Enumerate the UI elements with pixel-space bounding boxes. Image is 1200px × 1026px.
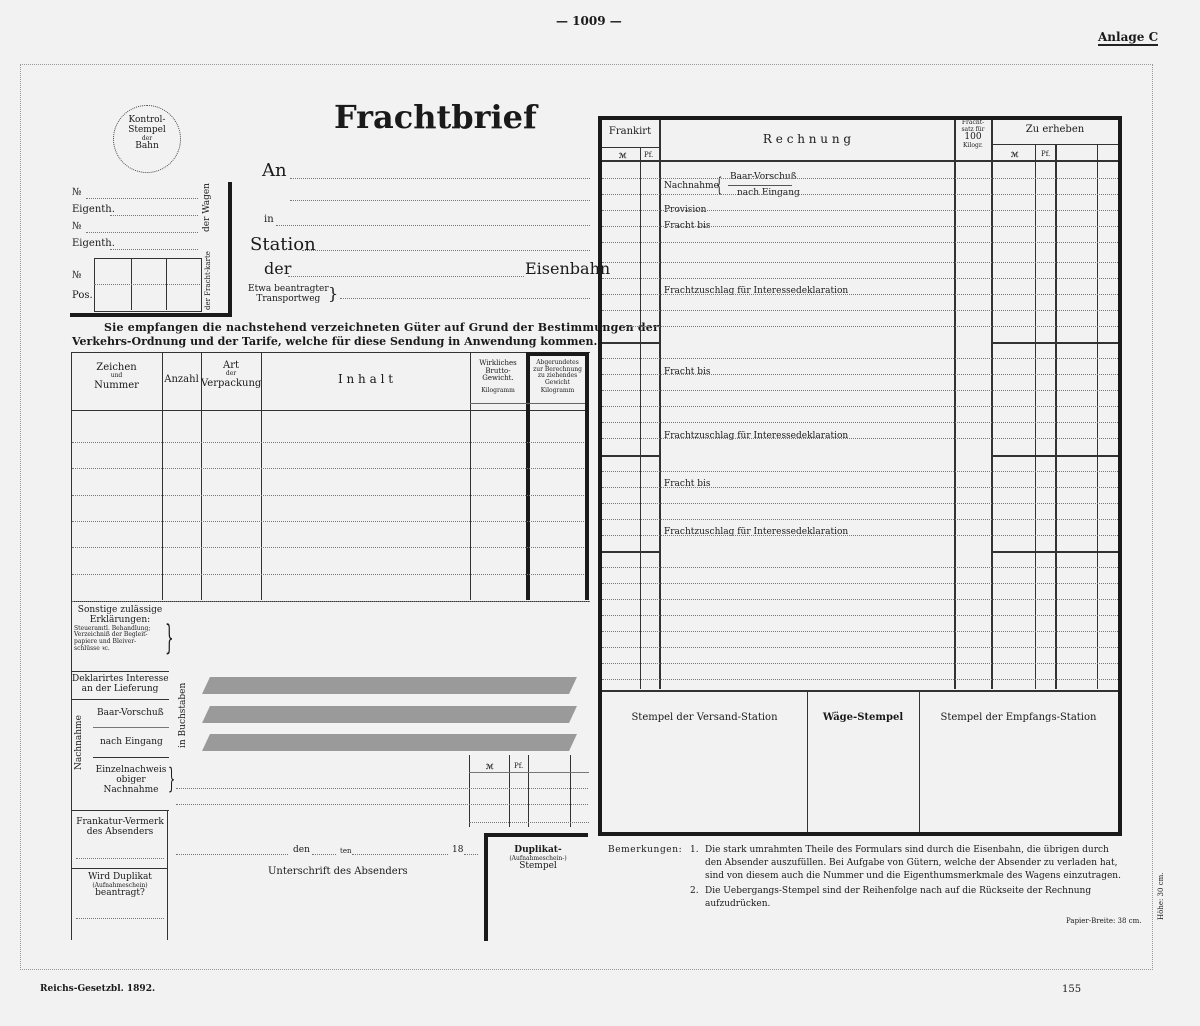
col-text: und [110, 372, 123, 379]
wagon-no-label-2: № [72, 221, 82, 232]
declared-interest-label [72, 675, 168, 695]
signature-place-field[interactable] [176, 854, 288, 855]
after-receipt-label: nach Eingang [737, 188, 800, 198]
rate-text: satz für [961, 125, 985, 133]
wagon-block-border [228, 182, 232, 316]
remark-text: sind von diesem auch die Nummer und die Eigenthumsmerkmale des Wagens einzutragen. [705, 871, 1121, 881]
after-receipt-label: nach Eingang [100, 737, 163, 747]
cash-advance-label: Baar-Vorschuß [97, 708, 164, 718]
paper-width-label: Papier-Breite: 38 cm. [1066, 917, 1142, 925]
intro-text: Verkehrs-Ordnung und der Tarife, welche für diese Sendung in Anwendung kommen. [72, 335, 598, 348]
railway-field[interactable] [288, 276, 524, 277]
detail-cod-field-2[interactable] [176, 804, 588, 805]
in-label: in [264, 214, 274, 225]
col-text: Brutto- [485, 366, 511, 375]
pf-label: Pf. [514, 762, 524, 770]
col-text: der [225, 370, 237, 377]
cod-label: Nachnahme [664, 181, 719, 191]
route-label [248, 285, 329, 305]
an-label: An [262, 160, 287, 181]
remark-text: Die Uebergangs-Stempel sind der Reihenfolge nach auf die Rückseite der Rechnung [705, 886, 1092, 896]
col-gross-weight [470, 360, 526, 395]
declared-interest-field[interactable] [202, 677, 577, 694]
wagon-owner-field[interactable] [110, 215, 198, 216]
pf-header: Pf. [644, 151, 654, 159]
freight-card-side-label: der Fracht-karte [204, 251, 212, 310]
decl-text: Erklärungen: [89, 614, 151, 625]
provision-label: Provision [664, 205, 707, 215]
decl-text: schlüsse ꝛc. [74, 644, 110, 652]
decl-text: an der Lieferung [81, 683, 159, 694]
decl-text: Einzelnachweis [95, 765, 167, 775]
stamp-text: Duplikat- [514, 845, 562, 855]
rate-header [955, 120, 991, 150]
month-field[interactable] [352, 854, 448, 855]
wagon-side-label: der Wagen [202, 183, 212, 232]
surcharge-label: Frachtzuschlag für Interessedeklaration [664, 527, 849, 537]
stamp-text: Stempel [519, 861, 557, 872]
year-field[interactable] [464, 854, 478, 855]
den-label: den [293, 845, 310, 855]
col-unit: Kilogramm [481, 387, 515, 395]
decl-text: Steueramtl. Behandlung; [74, 624, 151, 632]
railway-label: Eisenbahn [525, 259, 611, 278]
dispatch-stamp-label: Stempel der Versand-Station [631, 712, 778, 723]
footer-gazette: Reichs-Gesetzbl. 1892. [40, 984, 156, 994]
pf-header: Pf. [1041, 150, 1051, 158]
col-count: Anzahl [164, 374, 199, 385]
remark-text: Die stark umrahmten Theile des Formulars sind durch die Eisenbahn, die übrigen durch [705, 845, 1109, 855]
duplicate-request-label [72, 873, 168, 899]
station-label: Station [250, 234, 316, 255]
remark-number: 2. [690, 886, 699, 896]
col-text: zu ziehendes [537, 372, 578, 380]
collect-header: Zu erheben [1025, 124, 1085, 135]
col-unit: Kilogramm [540, 387, 575, 395]
stamp-line: Kontrol- [128, 115, 166, 125]
freight-to-label: Fracht bis [664, 479, 711, 489]
remark-text: den Absender auszufüllen. Bei Aufgabe von Gütern, welche der Absender zu verladen hat, [705, 858, 1118, 868]
recipient-field-2[interactable] [290, 200, 590, 201]
surcharge-label: Frachtzuschlag für Interessedeklaration [664, 431, 849, 441]
duplicate-request-field[interactable] [76, 918, 164, 919]
detail-cod-field[interactable] [176, 788, 588, 789]
col-text: Gewicht [544, 378, 571, 386]
footer-page-number: 155 [1062, 984, 1082, 995]
col-text: Verpackung [201, 377, 262, 389]
route-label-line: Etwa beantragter [248, 284, 329, 294]
col-marks [71, 362, 162, 391]
detail-cod-label [93, 766, 169, 796]
wagon-owner-field-2[interactable] [110, 249, 198, 250]
stamp-text: (Aufnahmeschein-) [509, 854, 567, 862]
col-text: Abgerundetes [536, 359, 579, 366]
decl-text: (Aufnahmeschein) [92, 881, 148, 889]
control-stamp-circle [113, 105, 181, 173]
route-label-line: Transportweg [256, 293, 321, 304]
goods-row[interactable] [72, 495, 584, 496]
col-text: Gewicht. [482, 374, 514, 383]
freight-to-label: Fracht bis [664, 367, 711, 377]
goods-thick-border-right [585, 352, 589, 600]
goods-row[interactable] [72, 574, 584, 575]
annex-label: Anlage C [1098, 30, 1159, 44]
col-contents: I n h a l t [337, 372, 394, 386]
col-text: Nummer [94, 379, 139, 391]
place-field[interactable] [276, 225, 590, 226]
prepaid-note-label [72, 818, 168, 838]
paper-height-label: Höhe: 30 cm. [1157, 872, 1165, 920]
goods-row[interactable] [72, 468, 584, 469]
wagon-owner-label: Eigenth. [72, 204, 115, 215]
mark-label: ℳ [486, 762, 494, 771]
rate-text: Fracht- [961, 119, 985, 126]
in-letters-label: in Buchstaben [178, 682, 188, 748]
goods-row[interactable] [72, 521, 584, 522]
weigh-stamp-label: Wäge-Stempel [822, 712, 904, 723]
decl-text: Verzeichniß der Begleit- [74, 631, 148, 639]
prepaid-header: Frankirt [608, 126, 652, 137]
route-field[interactable] [340, 298, 590, 299]
stamp-line: Stempel [128, 124, 166, 135]
after-receipt-field[interactable] [202, 734, 577, 751]
rate-text: 100 [964, 132, 982, 143]
account-header: R e c h n u n g [762, 132, 852, 146]
stamp-line: der [141, 134, 153, 142]
day-field[interactable] [312, 854, 336, 855]
wagon-block-border-bottom [70, 313, 232, 317]
cash-advance-field[interactable] [202, 706, 577, 723]
cash-advance-label: Baar-Vorschuß [730, 172, 797, 182]
signature-label: Unterschrift des Absenders [268, 866, 408, 877]
recipient-field[interactable] [290, 178, 590, 179]
rate-text: Kilogr. [963, 142, 983, 150]
col-text: Art [222, 360, 240, 371]
freight-to-label: Fracht bis [664, 221, 711, 231]
wagon-no-label: № [72, 187, 82, 198]
col-text: zur Berechnung [533, 365, 582, 373]
remark-number: 1. [690, 845, 699, 855]
col-text: Wirkliches [479, 359, 517, 367]
freight-card-no-label: № [72, 270, 82, 281]
decl-text: Deklarirtes Interesse [72, 674, 169, 684]
wagon-owner-label-2: Eigenth. [72, 238, 115, 249]
col-packaging [201, 360, 261, 389]
remarks-label: Bemerkungen: [608, 845, 683, 855]
page-number: — 1009 — [556, 14, 622, 28]
decl-text: obiger [116, 774, 146, 785]
wagon-no-field[interactable] [86, 198, 198, 199]
decl-text: Sonstige zulässige [77, 605, 163, 615]
decl-text: Wird Duplikat [88, 872, 152, 882]
receipt-stamp-label: Stempel der Empfangs-Station [940, 712, 1097, 723]
decl-text: beantragt? [95, 888, 145, 899]
freight-card-grid[interactable] [94, 258, 202, 312]
station-field[interactable] [302, 250, 590, 251]
decl-text: papiere und Bleiver- [74, 637, 137, 645]
cod-label: Nachnahme [74, 715, 84, 770]
decl-text: des Absenders [86, 826, 154, 837]
der-label: der [264, 259, 292, 278]
prepaid-note-field[interactable] [76, 858, 164, 859]
year-label: 18 [452, 845, 464, 855]
wagon-no-field-2[interactable] [86, 232, 198, 233]
duplicate-stamp-border [484, 833, 488, 941]
col-rounded-weight [530, 360, 585, 395]
goods-row[interactable] [72, 547, 584, 548]
other-declarations-label [74, 606, 166, 652]
surcharge-label: Frachtzuschlag für Interessedeklaration [664, 286, 849, 296]
decl-text: Nachnahme [103, 784, 159, 795]
remark-text: aufzudrücken. [705, 899, 771, 909]
duplicate-stamp-label [490, 846, 586, 872]
goods-row[interactable] [72, 442, 584, 443]
ten-label: ten [340, 847, 352, 855]
freight-card-pos-label: Pos. [72, 290, 93, 301]
mark-header: ℳ [619, 151, 627, 160]
col-text: Zeichen [96, 362, 137, 373]
stamp-line: Bahn [135, 141, 159, 152]
intro-text: Sie empfangen die nachstehend verzeichneten Güter auf Grund der Bestimmungen der [104, 321, 659, 334]
mark-header: ℳ [1011, 150, 1019, 159]
decl-text: Frankatur-Vermerk [76, 817, 164, 827]
form-title: Frachtbrief [334, 98, 537, 136]
